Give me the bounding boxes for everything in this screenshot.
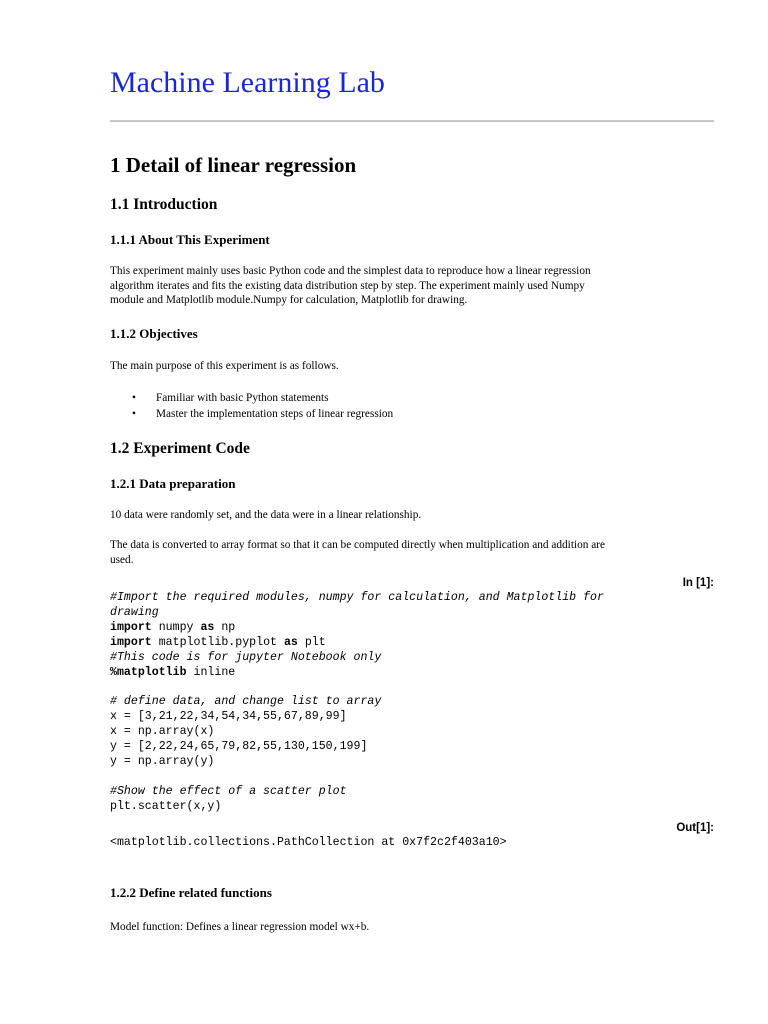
list-item-text: Master the implementation steps of linear regression <box>156 408 394 420</box>
code-cell <box>110 591 714 815</box>
code-line: plt.scatter(x,y) <box>110 799 222 813</box>
code-line <box>110 636 714 651</box>
experiment-code-heading: 1.2 Experiment Code <box>110 440 250 457</box>
paragraph-line: module and Matplotlib module.Numpy for calculation, Matplotlib for drawing. <box>110 294 468 307</box>
paragraph-line: algorithm iterates and fits the existing data distribution step by step. The experiment mainly used Numpy <box>110 279 585 292</box>
paragraph-line: used. <box>110 553 134 566</box>
objectives-heading: 1.1.2 Objectives <box>110 326 198 341</box>
title-divider <box>110 120 714 122</box>
data-preparation-paragraph: 10 data were randomly set, and the data were in a linear relationship. <box>110 509 422 521</box>
input-prompt: In [1]: <box>682 577 714 589</box>
code-keyword: as <box>283 635 298 649</box>
model-function-paragraph: Model function: Defines a linear regression model wx+b. <box>110 921 370 933</box>
code-text: np <box>214 620 236 634</box>
output-prompt: Out[1]: <box>676 822 714 834</box>
code-comment: #Import the required modules, numpy for calculation, and Matplotlib for <box>110 591 604 604</box>
code-blank-line <box>110 770 714 785</box>
section-heading-linear-regression: 1 Detail of linear regression <box>110 153 357 177</box>
code-keyword: %matplotlib <box>110 665 187 679</box>
code-comment: # define data, and change list to array <box>110 695 382 709</box>
code-line: y = np.array(y) <box>110 754 215 768</box>
code-output: <matplotlib.collections.PathCollection at 0x7f2c2f403a10> <box>110 836 507 849</box>
code-text: numpy <box>151 620 201 634</box>
code-keyword: import <box>110 635 152 649</box>
objectives-intro: The main purpose of this experiment is as follows. <box>110 360 339 372</box>
code-text: matplotlib.pyplot <box>151 635 284 649</box>
paragraph-line: This experiment mainly uses basic Python code and the simplest data to reproduce how a linear regression <box>110 265 591 277</box>
bullet-icon: • <box>132 392 136 404</box>
array-format-paragraph <box>110 538 714 567</box>
code-blank-line <box>110 680 714 695</box>
code-line <box>110 621 714 636</box>
code-text: plt <box>297 635 326 649</box>
code-comment: #This code is for jupyter Notebook only <box>110 650 382 664</box>
code-comment: drawing <box>110 605 159 619</box>
define-functions-heading: 1.2.2 Define related functions <box>110 885 272 900</box>
code-comment: #Show the effect of a scatter plot <box>110 784 347 798</box>
paragraph-line: The data is converted to array format so that it can be computed directly when multiplication and addition are <box>110 539 606 551</box>
code-line: x = [3,21,22,34,54,34,55,67,89,99] <box>110 710 347 724</box>
about-experiment-paragraph <box>110 264 714 308</box>
code-keyword: import <box>110 620 152 634</box>
code-line: x = np.array(x) <box>110 725 215 739</box>
code-line <box>110 666 714 681</box>
data-preparation-heading: 1.2.1 Data preparation <box>110 476 236 491</box>
bullet-icon: • <box>132 408 136 420</box>
introduction-heading: 1.1 Introduction <box>110 196 218 213</box>
code-keyword: as <box>200 620 215 634</box>
list-item-text: Familiar with basic Python statements <box>156 392 329 404</box>
page-title: Machine Learning Lab <box>110 66 385 99</box>
code-line: y = [2,22,24,65,79,82,55,130,150,199] <box>110 740 368 754</box>
about-experiment-heading: 1.1.1 About This Experiment <box>110 232 270 247</box>
code-text: inline <box>186 665 236 679</box>
